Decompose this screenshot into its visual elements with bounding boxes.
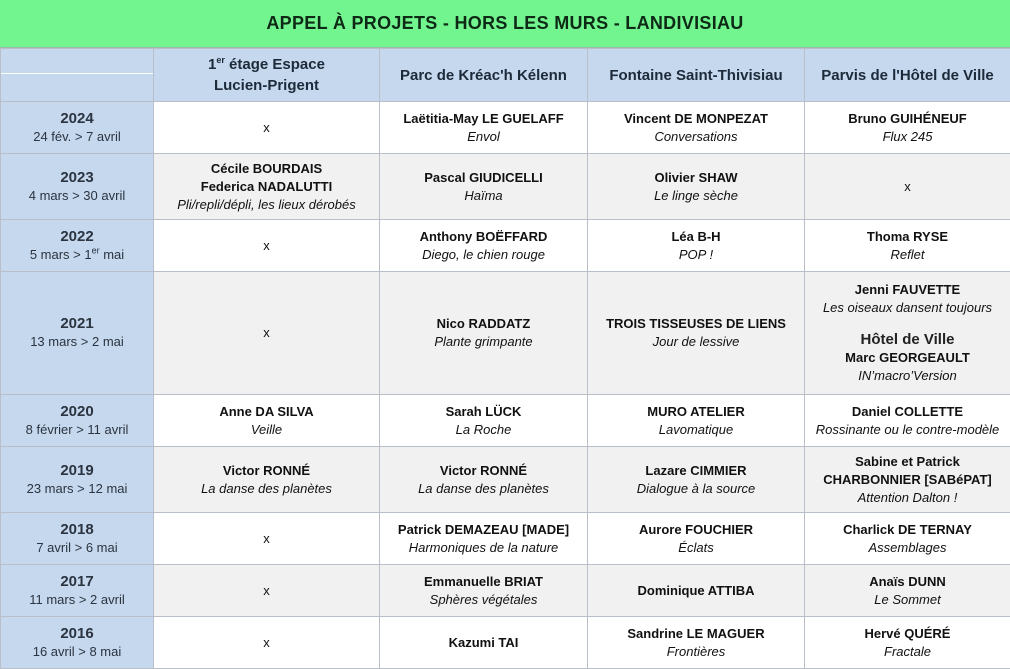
cell-espace: x	[154, 513, 380, 565]
year-cell: 2022 5 mars > 1er mai	[1, 220, 154, 272]
column-header-fontaine: Fontaine Saint-Thivisiau	[588, 49, 805, 102]
year-cell: 2023 4 mars > 30 avril	[1, 154, 154, 220]
cell-parvis: Daniel COLLETTE Rossinante ou le contre-modèle	[805, 395, 1010, 447]
cell-fontaine: Dominique ATTIBA	[588, 565, 805, 617]
cell-parc: Kazumi TAI	[380, 617, 588, 669]
year-cell: 2021 13 mars > 2 mai	[1, 272, 154, 395]
projects-table	[0, 48, 1010, 669]
year-cell: 2018 7 avril > 6 mai	[1, 513, 154, 565]
table-row-2023	[1, 154, 1010, 220]
table-row-2022	[1, 220, 1010, 272]
cell-parvis: Hervé QUÉRÉ Fractale	[805, 617, 1010, 669]
cell-parvis: Jenni FAUVETTE Les oiseaux dansent toujours Hôtel de Ville Marc GEORGEAULT IN’macro’Version	[805, 272, 1010, 395]
table-row-2024	[1, 102, 1010, 154]
cell-parc: Patrick DEMAZEAU [MADE] Harmoniques de la nature	[380, 513, 588, 565]
cell-fontaine: Sandrine LE MAGUER Frontières	[588, 617, 805, 669]
cell-fontaine: Lazare CIMMIER Dialogue à la source	[588, 447, 805, 513]
table-row-2019	[1, 447, 1010, 513]
cell-parc: Nico RADDATZ Plante grimpante	[380, 272, 588, 395]
sub-location-heading: Hôtel de Ville	[809, 331, 1006, 349]
cell-parc: Emmanuelle BRIAT Sphères végétales	[380, 565, 588, 617]
cell-parvis: Anaïs DUNN Le Sommet	[805, 565, 1010, 617]
cell-fontaine: Vincent DE MONPEZAT Conversations	[588, 102, 805, 154]
page-title: APPEL À PROJETS - HORS LES MURS - LANDIVISIAU	[0, 0, 1010, 48]
cell-espace: Anne DA SILVA Veille	[154, 395, 380, 447]
cell-espace: x	[154, 617, 380, 669]
year-cell: 2019 23 mars > 12 mai	[1, 447, 154, 513]
cell-parc: Laëtitia-May LE GUELAFF Envol	[380, 102, 588, 154]
table-row-2018	[1, 513, 1010, 565]
table-row-2021	[1, 272, 1010, 395]
cell-parvis: Charlick DE TERNAY Assemblages	[805, 513, 1010, 565]
cell-fontaine: MURO ATELIER Lavomatique	[588, 395, 805, 447]
cell-parc: Anthony BOËFFARD Diego, le chien rouge	[380, 220, 588, 272]
cell-fontaine: Olivier SHAW Le linge sèche	[588, 154, 805, 220]
year-cell: 2016 16 avril > 8 mai	[1, 617, 154, 669]
cell-fontaine: TROIS TISSEUSES DE LIENS Jour de lessive	[588, 272, 805, 395]
column-header-parvis: Parvis de l'Hôtel de Ville	[805, 49, 1010, 102]
cell-espace: x	[154, 102, 380, 154]
cell-fontaine: Léa B-H POP !	[588, 220, 805, 272]
cell-parc: Victor RONNÉ La danse des planètes	[380, 447, 588, 513]
cell-parvis: x	[805, 154, 1010, 220]
cell-espace: x	[154, 565, 380, 617]
cell-parvis: Thoma RYSE Reflet	[805, 220, 1010, 272]
year-cell: 2024 24 fév. > 7 avril	[1, 102, 154, 154]
cell-espace: Cécile BOURDAIS Federica NADALUTTI Pli/repli/dépli, les lieux dérobés	[154, 154, 380, 220]
column-header-espace: 1er étage Espace Lucien-Prigent	[154, 49, 380, 102]
corner-cell	[1, 49, 154, 102]
cell-espace: Victor RONNÉ La danse des planètes	[154, 447, 380, 513]
cell-parc: Pascal GIUDICELLI Haïma	[380, 154, 588, 220]
cell-espace: x	[154, 220, 380, 272]
table-row-2016	[1, 617, 1010, 669]
year-cell: 2020 8 février > 11 avril	[1, 395, 154, 447]
cell-espace: x	[154, 272, 380, 395]
cell-fontaine: Aurore FOUCHIER Éclats	[588, 513, 805, 565]
cell-parvis: Sabine et Patrick CHARBONNIER [SABéPAT] Attention Dalton !	[805, 447, 1010, 513]
table-row-2017	[1, 565, 1010, 617]
cell-parvis: Bruno GUIHÉNEUF Flux 245	[805, 102, 1010, 154]
column-header-parc: Parc de Kréac'h Kélenn	[380, 49, 588, 102]
table-row-2020	[1, 395, 1010, 447]
header-row	[1, 49, 1010, 102]
cell-parc: Sarah LÜCK La Roche	[380, 395, 588, 447]
year-cell: 2017 11 mars > 2 avril	[1, 565, 154, 617]
